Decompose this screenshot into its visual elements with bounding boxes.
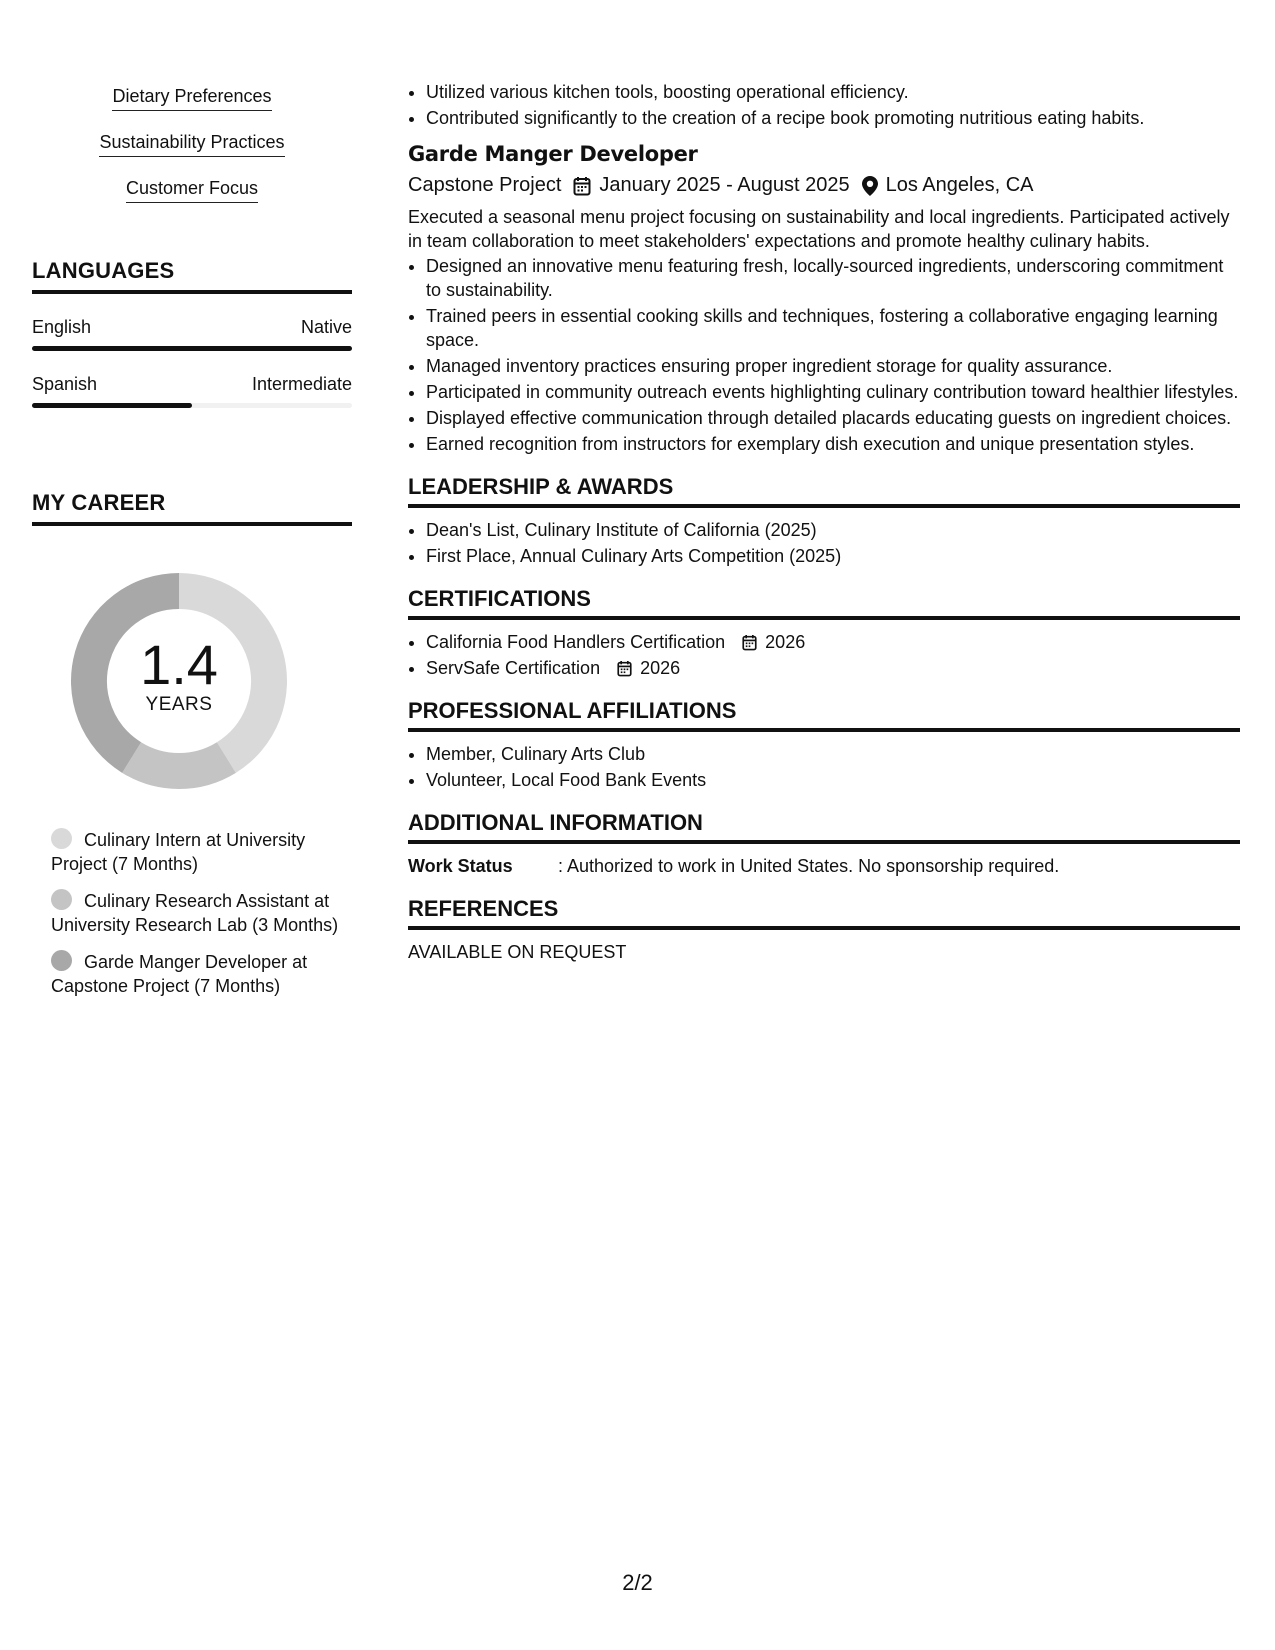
- bullet-item: • Earned recognition from instructors for exemplary dish execution and unique presentation styles.: [426, 432, 1240, 456]
- affiliation-item: • Member, Culinary Arts Club: [426, 742, 1240, 766]
- affiliations-section: [408, 698, 1240, 792]
- certification-name: ServSafe Certification: [426, 658, 601, 678]
- job-company: Capstone Project: [408, 174, 562, 196]
- language-level: Native: [300, 317, 352, 337]
- languages-heading: LANGUAGES: [32, 258, 352, 294]
- language-bar: [32, 403, 352, 408]
- bullet-item: • Utilized various kitchen tools, boosting operational efficiency.: [426, 80, 1240, 104]
- legend-dot: [51, 828, 72, 849]
- language-name: Spanish: [32, 374, 98, 394]
- language-name: English: [32, 317, 92, 337]
- certification-year: 2026: [640, 658, 681, 678]
- certification-name: California Food Handlers Certification: [426, 632, 726, 652]
- award-item: • First Place, Annual Culinary Arts Competition (2025): [426, 544, 1240, 568]
- leadership-heading: LEADERSHIP & AWARDS: [408, 474, 1240, 508]
- language-bar-fill: [32, 403, 192, 408]
- career-heading: MY CAREER: [32, 490, 352, 526]
- references-section: [408, 896, 1240, 964]
- bullet-item: • Participated in community outreach events highlighting culinary contribution toward healthier lifestyles.: [426, 380, 1240, 404]
- award-item: • Dean's List, Culinary Institute of California (2025): [426, 518, 1240, 542]
- language-entry: [32, 316, 352, 351]
- certifications-heading: CERTIFICATIONS: [408, 586, 1240, 620]
- language-bar-fill: [32, 346, 352, 351]
- career-donut-chart: [66, 568, 292, 794]
- skills-list: [32, 84, 352, 222]
- legend-dot: [51, 950, 72, 971]
- language-level: Intermediate: [251, 374, 352, 394]
- right-column: [408, 80, 1240, 964]
- job-title: Garde Manger Developer: [408, 142, 698, 166]
- career-legend-item: [51, 950, 341, 998]
- job-location: Los Angeles, CA: [885, 174, 1034, 196]
- language-entry: [32, 373, 352, 408]
- previous-job-bullets: [408, 80, 1240, 130]
- job-bullets: [408, 254, 1240, 456]
- career-legend-label: Culinary Research Assistant at University Research Lab (3 Months): [51, 891, 339, 935]
- map-pin-icon: [862, 176, 878, 196]
- job-description: Executed a seasonal menu project focusing on sustainability and local ingredients. Participated actively in team collaboration to meet stakeholders' expectations and promote healthy culinary habits.: [408, 207, 1230, 251]
- leadership-section: [408, 474, 1240, 568]
- certification-item: [426, 630, 1240, 654]
- career-total-unit: YEARS: [145, 694, 213, 715]
- career-total-years: 1.4: [140, 633, 218, 696]
- affiliation-item: • Volunteer, Local Food Bank Events: [426, 768, 1240, 792]
- skill-tag: Sustainability Practices: [99, 130, 284, 157]
- affiliations-heading: PROFESSIONAL AFFILIATIONS: [408, 698, 1240, 732]
- calendar-icon: [617, 660, 632, 677]
- career-legend: [32, 828, 341, 998]
- career-legend-label: Culinary Intern at University Project (7 Months): [51, 830, 306, 874]
- career-legend-item: [51, 828, 341, 876]
- bullet-item: • Contributed significantly to the creation of a recipe book promoting nutritious eating habits.: [426, 106, 1240, 130]
- certification-item: [426, 656, 1240, 680]
- job-dates: January 2025 - August 2025: [599, 174, 850, 196]
- bullet-item: • Managed inventory practices ensuring proper ingredient storage for quality assurance.: [426, 354, 1240, 378]
- left-column: [32, 84, 352, 1011]
- legend-dot: [51, 889, 72, 910]
- language-bar: [32, 346, 352, 351]
- additional-info-heading: ADDITIONAL INFORMATION: [408, 810, 1240, 844]
- career-legend-label: Garde Manger Developer at Capstone Project (7 Months): [51, 952, 308, 996]
- calendar-icon: [573, 176, 591, 196]
- work-status-value: : Authorized to work in United States. No sponsorship required.: [558, 856, 1060, 876]
- job-meta: [408, 174, 1240, 197]
- bullet-item: • Trained peers in essential cooking skills and techniques, fostering a collaborative engaging learning space.: [426, 304, 1240, 352]
- work-status-label: Work Status: [408, 856, 513, 876]
- references-text: AVAILABLE ON REQUEST: [408, 942, 627, 962]
- career-legend-item: [51, 889, 341, 937]
- certifications-section: [408, 586, 1240, 680]
- calendar-icon: [742, 634, 757, 651]
- skill-tag: Dietary Preferences: [112, 84, 271, 111]
- page-number: 2/2: [622, 1570, 653, 1595]
- certification-year: 2026: [765, 632, 806, 652]
- skill-tag: Customer Focus: [126, 176, 258, 203]
- bullet-item: • Displayed effective communication through detailed placards educating guests on ingredient choices.: [426, 406, 1240, 430]
- bullet-item: • Designed an innovative menu featuring fresh, locally-sourced ingredients, underscoring commitment to sustainability.: [426, 254, 1240, 302]
- references-heading: REFERENCES: [408, 896, 1240, 930]
- additional-info-section: [408, 810, 1240, 878]
